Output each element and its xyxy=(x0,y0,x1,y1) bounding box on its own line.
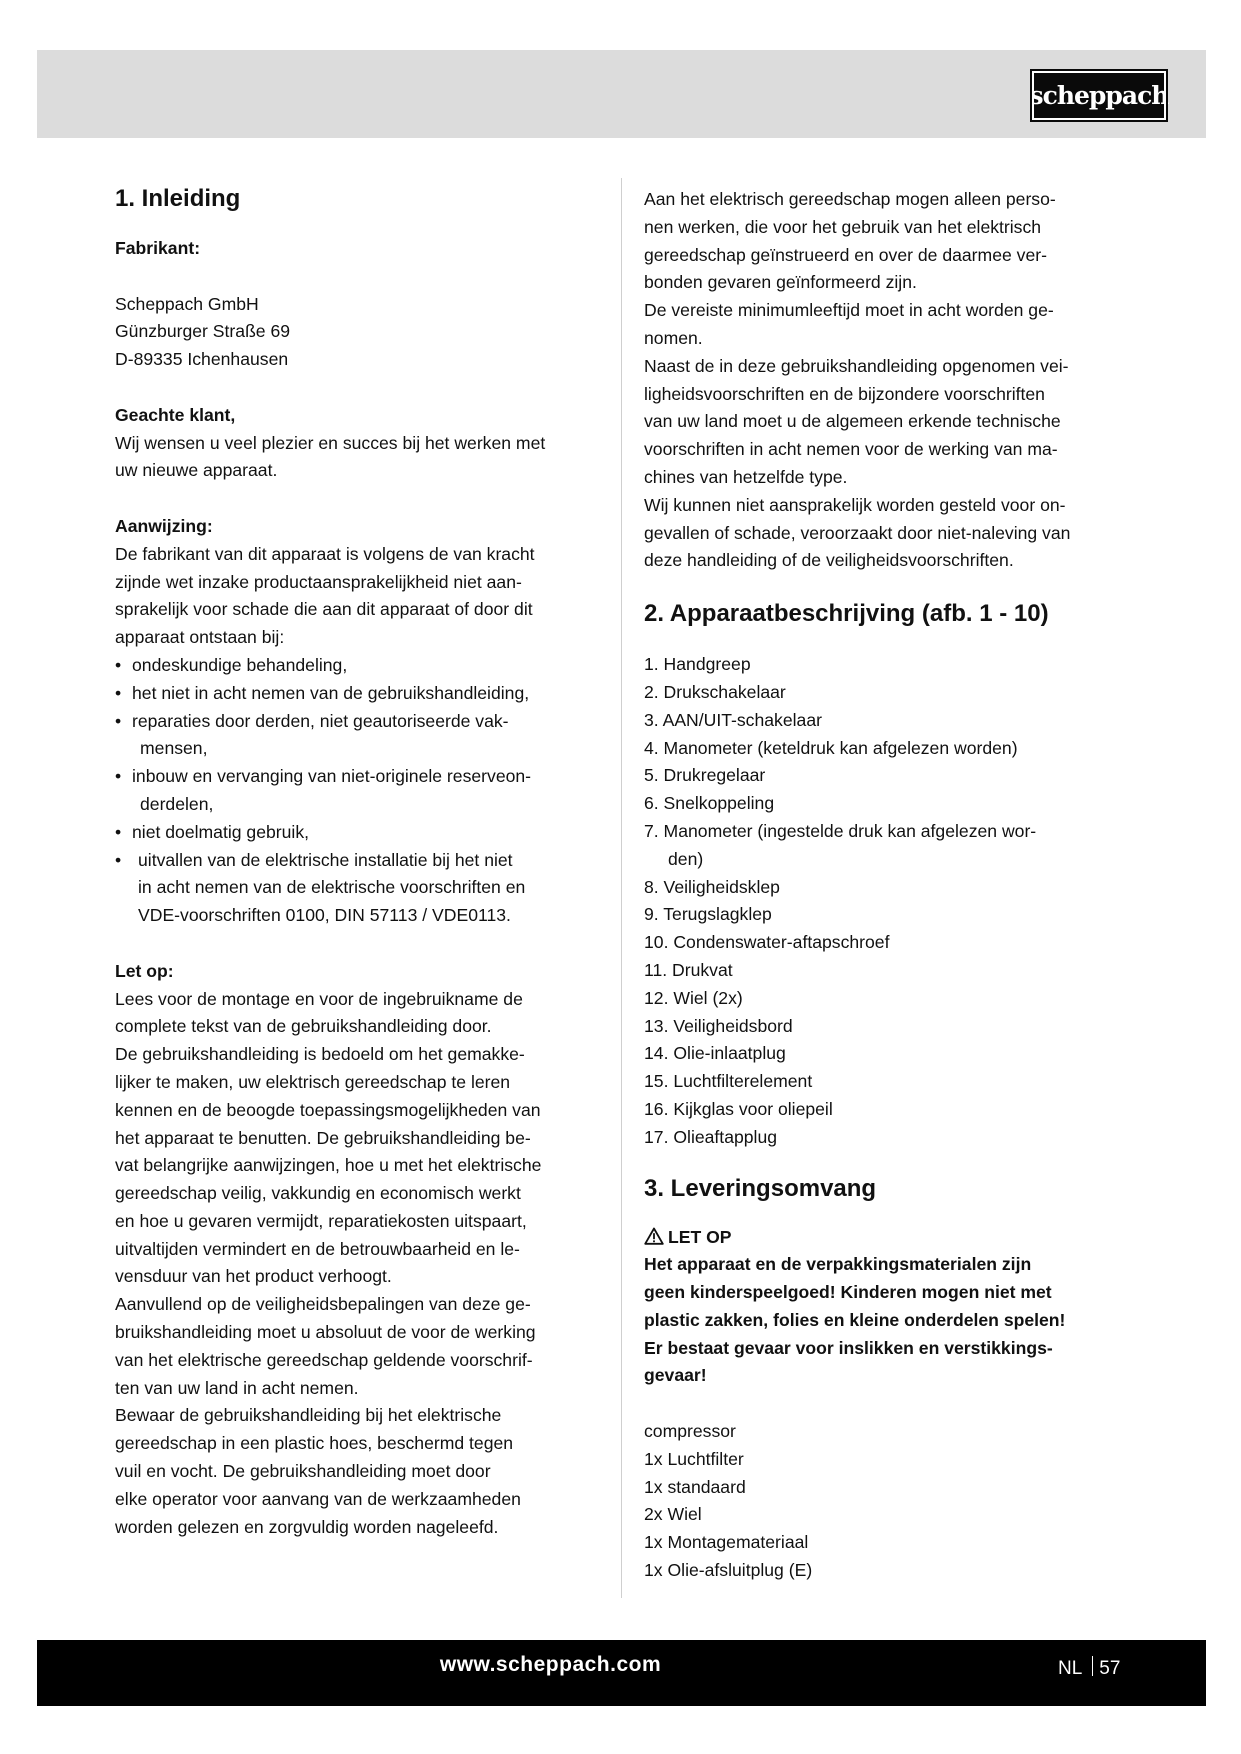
text-line: uitvaltijden vermindert en de betrouwbaarheid en le- xyxy=(115,1238,520,1259)
text-line: gevallen of schade, veroorzaakt door niet-naleving van xyxy=(644,522,1071,543)
aanwijzing-title: Aanwijzing: xyxy=(115,515,213,536)
list-item: 1x Olie-afsluitplug (E) xyxy=(644,1560,813,1581)
liability-bullet-list xyxy=(115,652,610,930)
text-line: complete tekst van de gebruikshandleiding door. xyxy=(115,1016,492,1037)
left-column xyxy=(115,182,610,1541)
text-line: nen werken, die voor het gebruik van het elektrisch xyxy=(644,216,1042,237)
text-line: het apparaat te benutten. De gebruikshandleiding be- xyxy=(115,1127,531,1148)
text-line: en hoe u gevaren vermijdt, reparatiekosten uitspaart, xyxy=(115,1210,527,1231)
right-column xyxy=(644,182,1126,1585)
text-line: Wij kunnen niet aansprakelijk worden gesteld voor on- xyxy=(644,494,1066,515)
list-item: 3. AAN/UIT-schakelaar xyxy=(644,709,822,730)
address-line: Scheppach GmbH xyxy=(115,293,259,314)
text-line: De gebruikshandleiding is bedoeld om het gemakke- xyxy=(115,1044,525,1065)
text-line: ligheidsvoorschriften en de bijzondere voorschriften xyxy=(644,383,1045,404)
list-item: compressor xyxy=(644,1421,736,1442)
section-2-title: 2. Apparaatbeschrijving (afb. 1 - 10) xyxy=(644,600,1049,628)
text-line: bruikshandleiding moet u absoluut de voor de werking xyxy=(115,1322,536,1343)
text-line: Het apparaat en de verpakkingsmaterialen zijn xyxy=(644,1254,1032,1275)
list-item: 4. Manometer (keteldruk kan afgelezen worden) xyxy=(644,737,1018,758)
list-item-continuation: VDE-voorschriften 0100, DIN 57113 / VDE0113. xyxy=(138,905,511,926)
text-line: elke operator voor aanvang van de werkzaamheden xyxy=(115,1488,521,1509)
footer-website-link[interactable]: www.scheppach.com xyxy=(439,1653,662,1676)
greeting-title: Geachte klant, xyxy=(115,404,236,425)
list-item-continuation: in acht nemen van de elektrische voorschriften en xyxy=(138,877,526,898)
text-line: De fabrikant van dit apparaat is volgens de van kracht xyxy=(115,543,535,564)
list-item: 6. Snelkoppeling xyxy=(644,793,775,814)
list-item: 14. Olie-inlaatplug xyxy=(644,1043,786,1064)
text-line: worden gelezen en zorgvuldig worden nageleefd. xyxy=(115,1516,499,1537)
text-line: gereedschap in een plastic hoes, beschermd tegen xyxy=(115,1433,514,1454)
list-item-continuation: mensen, xyxy=(140,738,208,759)
list-item: • reparaties door derden, niet geautoriseerde vak- xyxy=(115,708,610,736)
aanwijzing-text xyxy=(115,541,610,652)
text-line: uw nieuwe apparaat. xyxy=(115,460,278,481)
text-line: bonden gevaren geïnformeerd zijn. xyxy=(644,272,917,293)
list-item: 2. Drukschakelaar xyxy=(644,681,786,702)
language-code: NL xyxy=(1058,1658,1083,1679)
list-item: • uitvallen van de elektrische installatie bij het niet xyxy=(115,847,610,875)
text-line: Aanvullend op de veiligheidsbepalingen van deze ge- xyxy=(115,1294,531,1315)
text-line: plastic zakken, folies en kleine onderdelen spelen! xyxy=(644,1309,1066,1330)
text-line: van uw land moet u de algemeen erkende technische xyxy=(644,411,1061,432)
text-line: Wij wensen u veel plezier en succes bij het werken met xyxy=(115,432,546,453)
list-item: 10. Condenswater-aftapschroef xyxy=(644,932,890,953)
text-line: vuil en vocht. De gebruikshandleiding moet door xyxy=(115,1461,491,1482)
text-line: Er bestaat gevaar voor inslikken en verstikkings- xyxy=(644,1337,1053,1358)
text-line: sprakelijk voor schade die aan dit apparaat of door dit xyxy=(115,599,533,620)
text-line: Lees voor de montage en voor de ingebruikname de xyxy=(115,988,523,1009)
text-line: kennen en de beoogde toepassingsmogelijkheden van xyxy=(115,1099,541,1120)
list-item: 2x Wiel xyxy=(644,1504,702,1525)
list-item: 16. Kijkglas voor oliepeil xyxy=(644,1098,833,1119)
list-item: • het niet in acht nemen van de gebruikshandleiding, xyxy=(115,680,610,708)
text-line: ten van uw land in acht nemen. xyxy=(115,1377,359,1398)
list-item: 17. Olieaftapplug xyxy=(644,1126,778,1147)
list-item: 7. Manometer (ingestelde druk kan afgelezen wor- xyxy=(644,820,1037,841)
text-line: nomen. xyxy=(644,327,703,348)
list-item: 9. Terugslagklep xyxy=(644,904,772,925)
letop-text xyxy=(115,986,610,1542)
text-line: Naast de in deze gebruikshandleiding opgenomen vei- xyxy=(644,355,1069,376)
list-item: 1x Luchtfilter xyxy=(644,1448,744,1469)
column-divider xyxy=(621,178,622,1598)
warning-heading xyxy=(644,1224,1126,1252)
warning-title: LET OP xyxy=(668,1226,732,1247)
list-item: 11. Drukvat xyxy=(644,959,733,980)
list-item: 8. Veiligheidsklep xyxy=(644,876,780,897)
text-line: chines van hetzelfde type. xyxy=(644,466,848,487)
text-line: vensduur van het product verhoogt. xyxy=(115,1266,392,1287)
text-line: De vereiste minimumleeftijd moet in acht worden ge- xyxy=(644,300,1054,321)
list-item: • inbouw en vervanging van niet-originele reserveon- xyxy=(115,763,610,791)
address-line: Günzburger Straße 69 xyxy=(115,321,291,342)
scope-of-delivery-list xyxy=(644,1418,1126,1585)
warning-text xyxy=(644,1251,1126,1390)
manufacturer-address xyxy=(115,291,610,374)
text-line: apparaat ontstaan bij: xyxy=(115,627,285,648)
page-separator xyxy=(1092,1656,1093,1676)
text-line: voorschriften in acht nemen voor de werking van ma- xyxy=(644,439,1058,460)
list-item: 1x standaard xyxy=(644,1476,746,1497)
text-line: van het elektrische gereedschap geldende voorschrif- xyxy=(115,1349,533,1370)
list-item: 5. Drukregelaar xyxy=(644,765,766,786)
text-line: Bewaar de gebruikshandleiding bij het elektrische xyxy=(115,1405,502,1426)
footer-page-indicator xyxy=(1058,1656,1120,1680)
warning-triangle-icon xyxy=(644,1227,664,1245)
text-line: zijnde wet inzake productaansprakelijkheid niet aan- xyxy=(115,571,522,592)
list-item: 1x Montagemateriaal xyxy=(644,1532,809,1553)
list-item: 1. Handgreep xyxy=(644,654,751,675)
section-3-title: 3. Leveringsomvang xyxy=(644,1174,877,1202)
text-line: deze handleiding of de veiligheidsvoorschriften. xyxy=(644,550,1014,571)
section-1-title: 1. Inleiding xyxy=(115,185,241,212)
list-item: 13. Veiligheidsbord xyxy=(644,1015,793,1036)
text-line: vat belangrijke aanwijzingen, hoe u met het elektrische xyxy=(115,1155,542,1176)
text-line: gereedschap veilig, vakkundig en economisch werkt xyxy=(115,1183,521,1204)
brand-logo: scheppach xyxy=(1032,71,1166,120)
letop-title: Let op: xyxy=(115,960,174,981)
parts-list xyxy=(644,651,1126,1151)
list-item: • niet doelmatig gebruik, xyxy=(115,819,610,847)
text-line: lijker te maken, uw elektrisch gereedschap te leren xyxy=(115,1071,511,1092)
page-number: 57 xyxy=(1099,1658,1121,1679)
list-item-continuation: den) xyxy=(668,848,704,869)
list-item: • ondeskundige behandeling, xyxy=(115,652,610,680)
text-line: Aan het elektrisch gereedschap mogen alleen perso- xyxy=(644,189,1056,209)
list-item-continuation: derdelen, xyxy=(140,793,214,814)
list-item: 15. Luchtfilterelement xyxy=(644,1071,813,1092)
address-line: D-89335 Ichenhausen xyxy=(115,349,289,370)
text-line: gevaar! xyxy=(644,1365,707,1386)
safety-intro-text xyxy=(644,186,1126,575)
text-line: geen kinderspeelgoed! Kinderen mogen niet met xyxy=(644,1282,1052,1303)
list-item: 12. Wiel (2x) xyxy=(644,987,743,1008)
fabrikant-label: Fabrikant: xyxy=(115,238,201,258)
text-line: gereedschap geïnstrueerd en over de daarmee ver- xyxy=(644,244,1047,265)
greeting-text xyxy=(115,430,610,486)
